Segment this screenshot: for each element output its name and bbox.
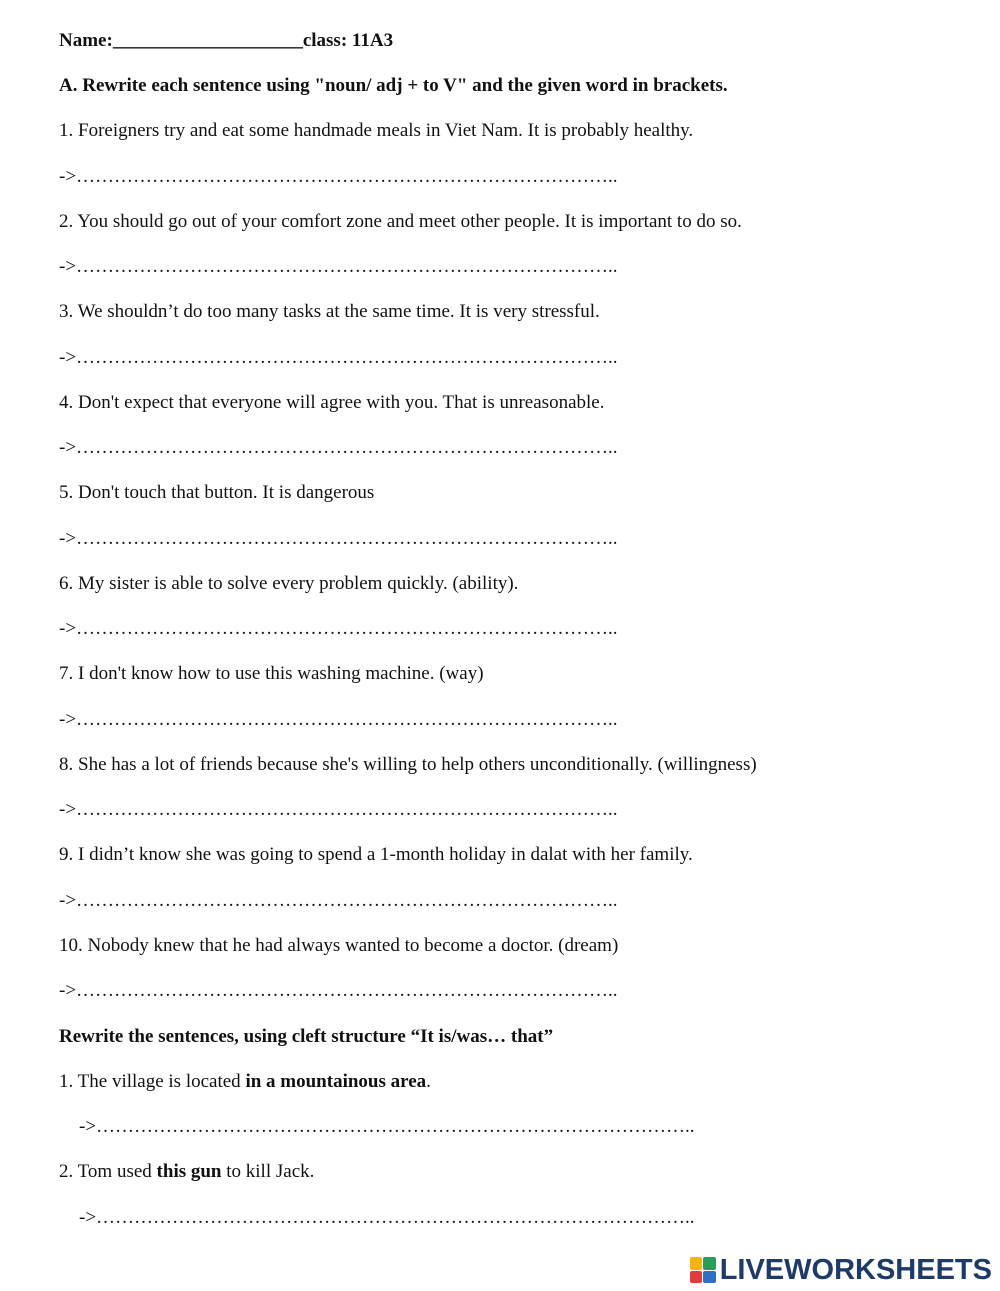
answer-line-a4[interactable]: ->………………………………………………………………………….. xyxy=(59,437,618,458)
liveworksheets-logo-icon xyxy=(690,1257,716,1283)
section-b-title: Rewrite the sentences, using cleft structure “It is/was… that” xyxy=(59,1026,554,1047)
question-a10: 10. Nobody knew that he had always wanted to become a doctor. (dream) xyxy=(59,935,619,956)
section-a-title: A. Rewrite each sentence using "noun/ adj + to V" and the given word in brackets. xyxy=(59,75,728,96)
liveworksheets-logo xyxy=(690,1254,992,1286)
logo-square-4 xyxy=(703,1271,716,1284)
answer-line-b1[interactable]: ->………………………………………………………………………………….. xyxy=(79,1116,695,1137)
answer-line-a7[interactable]: ->………………………………………………………………………….. xyxy=(59,709,618,730)
answer-line-a5[interactable]: ->………………………………………………………………………….. xyxy=(59,528,618,549)
answer-line-b2[interactable]: ->………………………………………………………………………………….. xyxy=(79,1207,695,1228)
question-a2: 2. You should go out of your comfort zone and meet other people. It is important to do so. xyxy=(59,211,742,232)
question-b2 xyxy=(59,1160,314,1184)
question-a1: 1. Foreigners try and eat some handmade meals in Viet Nam. It is probably healthy. xyxy=(59,120,694,141)
question-b2-post: to kill Jack. xyxy=(221,1161,315,1182)
class-label: class: 11A3 xyxy=(302,30,394,51)
logo-square-3 xyxy=(690,1271,703,1284)
question-a6: 6. My sister is able to solve every problem quickly. (ability). xyxy=(59,573,519,594)
answer-line-a8[interactable]: ->………………………………………………………………………….. xyxy=(59,799,618,820)
question-b1-post: . xyxy=(426,1071,431,1092)
question-b1-pre: 1. The village is located xyxy=(59,1071,246,1092)
question-a8: 8. She has a lot of friends because she's willing to help others unconditionally. (willingness) xyxy=(59,754,757,775)
header-line xyxy=(59,29,393,53)
answer-line-a6[interactable]: ->………………………………………………………………………….. xyxy=(59,618,618,639)
answer-line-a10[interactable]: ->………………………………………………………………………….. xyxy=(59,980,618,1001)
question-b2-emphasis: this gun xyxy=(156,1161,222,1182)
logo-text: LIVEWORKSHEETS xyxy=(719,1253,992,1286)
answer-line-a3[interactable]: ->………………………………………………………………………….. xyxy=(59,347,618,368)
answer-line-a9[interactable]: ->………………………………………………………………………….. xyxy=(59,890,618,911)
logo-square-2 xyxy=(703,1257,716,1270)
question-a9: 9. I didn’t know she was going to spend a 1-month holiday in dalat with her family. xyxy=(59,844,693,865)
answer-line-a1[interactable]: ->………………………………………………………………………….. xyxy=(59,166,618,187)
logo-square-1 xyxy=(690,1257,703,1270)
name-blank: ____________________ xyxy=(112,30,303,51)
question-b2-pre: 2. Tom used xyxy=(59,1161,157,1182)
question-a3: 3. We shouldn’t do too many tasks at the same time. It is very stressful. xyxy=(59,301,600,322)
question-b1 xyxy=(59,1070,431,1094)
answer-line-a2[interactable]: ->………………………………………………………………………….. xyxy=(59,256,618,277)
question-a4: 4. Don't expect that everyone will agree with you. That is unreasonable. xyxy=(59,392,605,413)
question-a7: 7. I don't know how to use this washing machine. (way) xyxy=(59,663,484,684)
name-label: Name: xyxy=(59,30,113,51)
question-b1-emphasis: in a mountainous area xyxy=(245,1071,427,1092)
question-a5: 5. Don't touch that button. It is dangerous xyxy=(59,482,375,503)
